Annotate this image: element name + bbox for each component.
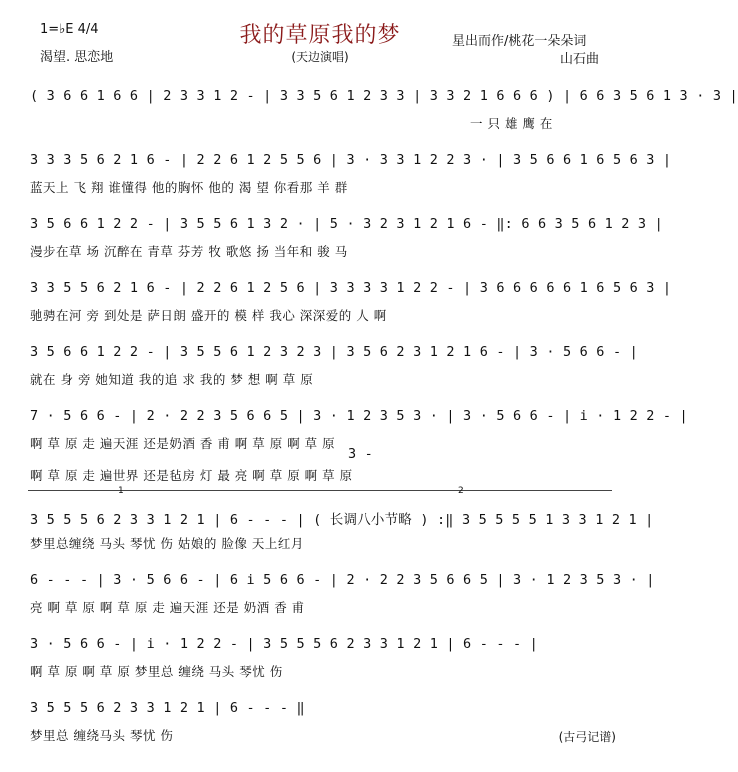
volta-second: 2 xyxy=(458,486,464,496)
lyric-row: 亮 啊 草 原 啊 草 原 走 遍天涯 还是 奶酒 香 甫 xyxy=(30,600,305,615)
notation-row: 3 · 5 6 6 - | i · 1 2 2 - | 3 5 5 5 6 2 3 3 1 2 1 | 6 - - - | xyxy=(30,636,538,652)
notation-row: 3 5 6 6 1 2 2 - | 3 5 5 6 1 2 3 2 3 | 3 5 6 2 3 1 2 1 6 - | 3 · 5 6 6 - | xyxy=(30,344,638,360)
transcriber-credit: (古弓记谱) xyxy=(558,730,616,744)
lyric-row: 梦里总缠绕 马头 琴忧 伤 姑娘的 脸像 天上红月 xyxy=(30,536,304,551)
lyric-row: 蓝天上 飞 翔 谁懂得 他的胸怀 他的 渴 望 你看那 羊 群 xyxy=(30,180,348,195)
performer: (天边演唱) xyxy=(291,50,349,64)
volta-first: 1 xyxy=(118,486,124,496)
notation-row: 3 3 3 5 6 2 1 6 - | 2 2 6 1 2 5 5 6 | 3 · 3 3 1 2 2 3 · | 3 5 6 6 1 6 5 6 3 | xyxy=(30,152,672,168)
lyric-row: 就在 身 旁 她知道 我的追 求 我的 梦 想 啊 草 原 xyxy=(30,372,314,387)
notation-row: ( 3 6 6 1 6 6 | 2 3 3 1 2 - | 3 3 5 6 1 2 3 3 | 3 3 2 1 6 6 6 ) | 6 6 3 5 6 1 3 · 3 | xyxy=(30,88,738,104)
notation-row: 3 5 6 6 1 2 2 - | 3 5 5 6 1 3 2 · | 5 · 3 2 3 1 2 1 6 - ‖: 6 6 3 5 6 1 2 3 | xyxy=(30,216,663,232)
volta-bracket xyxy=(28,490,612,491)
lyric-row: 梦里总 缠绕马头 琴忧 伤 xyxy=(30,728,174,743)
lyric-row: 啊 草 原 啊 草 原 梦里总 缠绕 马头 琴忧 伤 xyxy=(30,664,283,679)
notation-row: 7 · 5 6 6 - | 2 · 2 2 3 5 6 6 5 | 3 · 1 2 3 5 3 · | 3 · 5 6 6 - | i · 1 2 2 - | xyxy=(30,408,688,424)
expression-mark: 渴望. 思恋地 xyxy=(40,50,114,65)
notation-row: 3 5 5 5 6 2 3 3 1 2 1 | 6 - - - ‖ xyxy=(30,700,305,716)
notation-row: 3 3 5 5 6 2 1 6 - | 2 2 6 1 2 5 6 | 3 3 3 3 1 2 2 - | 3 6 6 6 6 6 1 6 5 6 3 | xyxy=(30,280,672,296)
notation-row: 3 5 5 5 6 2 3 3 1 2 1 | 6 - - - | ( 长调八小节略 ) :‖ 3 5 5 5 5 1 3 3 1 2 1 | xyxy=(30,512,654,528)
lyric-row: 驰骋在河 旁 到处是 萨日朗 盛开的 模 样 我心 深深爱的 人 啊 xyxy=(30,308,387,323)
notation-row: 3 - xyxy=(348,446,373,462)
lyric-row: 啊 草 原 走 遍天涯 还是奶酒 香 甫 啊 草 原 啊 草 原 xyxy=(30,436,336,451)
lyric-row: 漫步在草 场 沉醉在 青草 芬芳 牧 歌悠 扬 当年和 骏 马 xyxy=(30,244,348,259)
notation-row: 6 - - - | 3 · 5 6 6 - | 6 i 5 6 6 - | 2 · 2 2 3 5 6 6 5 | 3 · 1 2 3 5 3 · | xyxy=(30,572,655,588)
key-signature: 1=♭E 4/4 xyxy=(40,22,99,37)
lyric-row: 啊 草 原 走 遍世界 还是毡房 灯 最 亮 啊 草 原 啊 草 原 xyxy=(30,468,353,483)
lyricist: 星出而作/桃花一朵朵词 xyxy=(452,34,587,49)
lyric-row: 一 只 雄 鹰 在 xyxy=(470,116,553,131)
song-title: 我的草原我的梦 xyxy=(239,23,401,48)
composer: 山石曲 xyxy=(560,52,600,67)
